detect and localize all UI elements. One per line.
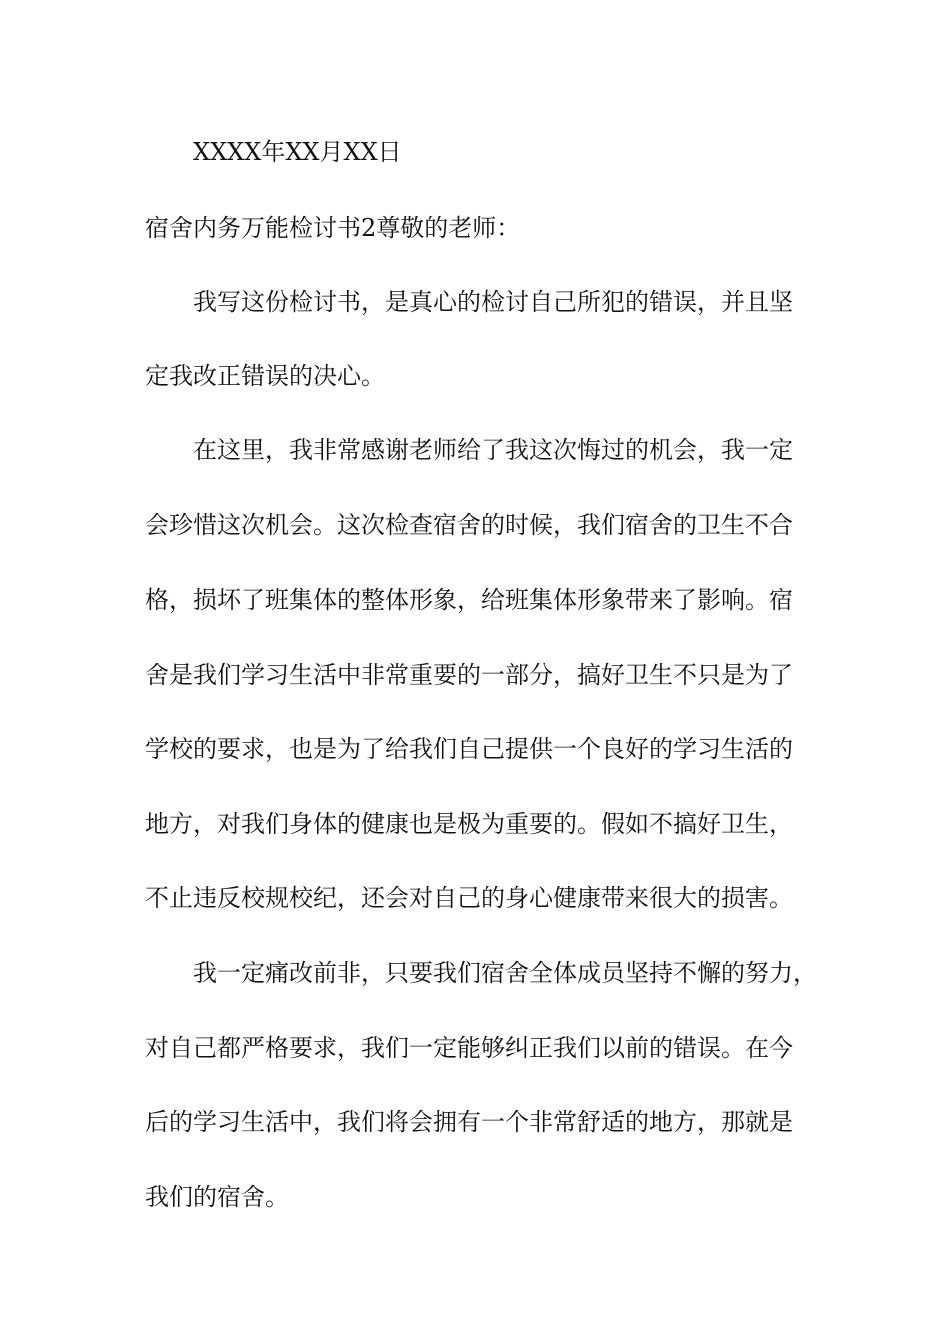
paragraph-line: 我一定痛改前非，只要我们宿舍全体成员坚持不懈的努力，: [193, 959, 817, 987]
paragraph-line: 对自己都严格要求，我们一定能够纠正我们以前的错误。在今: [145, 1034, 793, 1062]
paragraph-line: 我写这份检讨书，是真心的检讨自己所犯的错误，并且坚: [193, 288, 793, 316]
paragraph-line: 后的学习生活中，我们将会拥有一个非常舒适的地方，那就是: [145, 1108, 793, 1136]
paragraph-line: 在这里，我非常感谢老师给了我这次悔过的机会，我一定: [193, 436, 793, 464]
paragraph-line: 地方，对我们身体的健康也是极为重要的。假如不搞好卫生，: [145, 810, 793, 838]
paragraph-line: 舍是我们学习生活中非常重要的一部分，搞好卫生不只是为了: [145, 661, 793, 689]
paragraph-line: 定我改正错误的决心。: [145, 362, 385, 390]
paragraph-line: 不止违反校规校纪，还会对自己的身心健康带来很大的损害。: [145, 884, 793, 912]
date-line: XXXX年XX月XX日: [193, 138, 402, 166]
paragraph-line: 格，损坏了班集体的整体形象，给班集体形象带来了影响。宿: [145, 586, 793, 614]
paragraph-line: 会珍惜这次机会。这次检查宿舍的时候，我们宿舍的卫生不合: [145, 511, 793, 539]
title-line: 宿舍内务万能检讨书2尊敬的老师：: [145, 214, 521, 242]
paragraph-line: 我们的宿舍。: [145, 1183, 289, 1211]
paragraph-line: 学校的要求，也是为了给我们自己提供一个良好的学习生活的: [145, 735, 793, 763]
